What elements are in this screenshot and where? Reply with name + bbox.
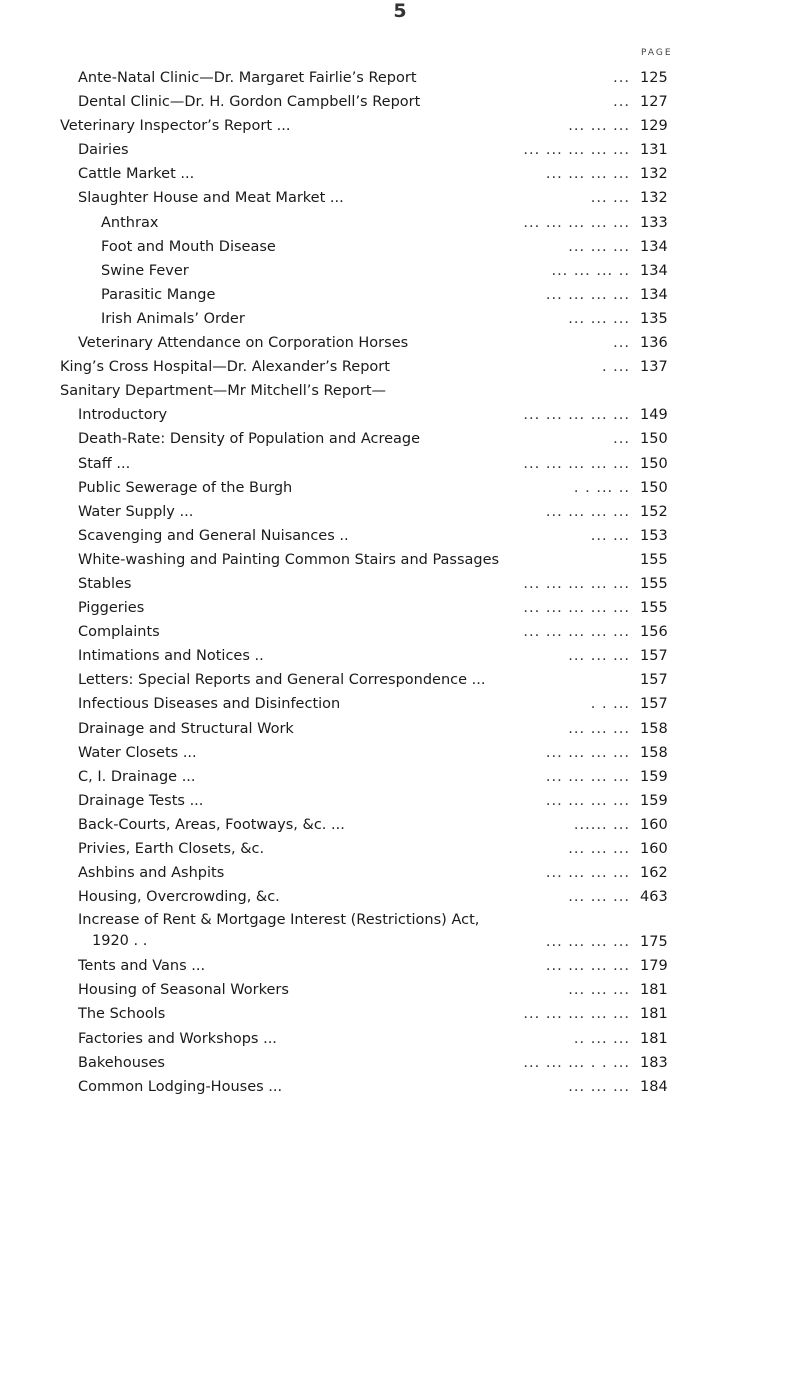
toc-entry-page-number: 134 <box>640 286 668 303</box>
toc-entry-title <box>78 885 280 909</box>
toc-entry-title-text: Death-Rate: Density of Population and Acreage <box>78 431 421 448</box>
toc-entry-title <box>101 283 215 307</box>
toc-entry-title <box>78 692 340 716</box>
toc-entry-title-text: Privies, Earth Closets, &c. <box>78 841 265 857</box>
toc-entry-page-number: 463 <box>640 889 668 906</box>
toc-entry <box>0 620 800 644</box>
toc-entry <box>0 765 800 789</box>
toc-entry-page-number: 175 <box>640 934 668 951</box>
toc-entry <box>0 813 800 837</box>
toc-entry-title-text: Housing, Overcrowding, &c. <box>78 889 280 906</box>
toc-entry-leader-dots: ... ... ... <box>568 720 630 737</box>
toc-entry-title-text: Piggeries <box>78 600 145 617</box>
toc-entry-leader-dots: ... ... ... ... ... <box>523 575 630 592</box>
toc-entry-title-text: Anthrax <box>101 214 159 231</box>
toc-entry-page-number: 160 <box>640 841 668 857</box>
toc-entry-leader-dots: ... ... ... <box>568 889 630 906</box>
toc-entry-page-number: 157 <box>640 648 668 665</box>
toc-entry-leader-dots: ... ... ... ... <box>545 286 630 303</box>
toc-entry-leader-dots: ... ... ... . . ... <box>523 1054 630 1071</box>
toc-entry-page-number: 127 <box>640 94 668 111</box>
toc-entry-page-number: 159 <box>640 792 668 809</box>
toc-entry-title-text: Housing of Seasonal Workers <box>78 982 289 999</box>
toc-entry <box>0 1075 800 1099</box>
toc-entry-page-number: 152 <box>640 503 668 520</box>
toc-entry-page-number: 181 <box>640 982 668 999</box>
toc-entry-page-number: 157 <box>640 672 668 689</box>
toc-entry-leader-dots: ... ... ... ... <box>545 934 630 951</box>
toc-entry <box>0 885 800 909</box>
toc-entry <box>0 978 800 1002</box>
toc-entry-page-number: 157 <box>640 696 668 713</box>
toc-entry-page-number: 129 <box>640 118 668 135</box>
table-of-contents <box>0 66 800 1099</box>
toc-entry-title-text: Dental Clinic—Dr. H. Gordon Campbell’s Report <box>78 94 421 111</box>
toc-entry-title <box>78 837 264 861</box>
toc-entry-title <box>101 235 276 259</box>
toc-entry-title <box>78 331 408 355</box>
toc-entry-title <box>78 427 420 451</box>
toc-entry-title-text: Sanitary Department—Mr Mitchell’s Report— <box>60 383 387 400</box>
toc-entry <box>0 1051 800 1075</box>
toc-entry-leader-dots: ... ... ... <box>568 310 630 327</box>
toc-entry-title <box>78 452 130 476</box>
toc-entry-title-text: Public Sewerage of the Burgh <box>78 479 293 496</box>
toc-entry-page-number: 125 <box>640 70 668 86</box>
toc-entry-page-number: 155 <box>640 551 668 568</box>
toc-entry-title-text: The Schools <box>78 1006 166 1023</box>
toc-entry <box>0 1027 800 1051</box>
toc-entry-title-text: Swine Fever <box>101 262 189 279</box>
toc-entry <box>0 307 800 331</box>
toc-entry <box>0 717 800 741</box>
toc-entry-leader-dots: ... ... ... ... <box>545 503 630 520</box>
toc-entry-page-number: 137 <box>640 359 668 376</box>
toc-entry-title <box>78 813 345 837</box>
toc-entry-leader-dots: ... ... ... <box>568 118 630 135</box>
toc-entry-page-number: 183 <box>640 1054 668 1071</box>
toc-entry-page-number: 158 <box>640 744 668 761</box>
toc-entry-title <box>78 978 289 1002</box>
toc-entry-title <box>101 259 189 283</box>
toc-entry-title-text: C, I. Drainage ... <box>78 768 196 785</box>
toc-entry-leader-dots: ... ... ... ... ... <box>523 455 630 472</box>
toc-entry-page-number: 134 <box>640 238 668 255</box>
toc-entry-title <box>60 379 386 403</box>
toc-entry-leader-dots: ... <box>613 94 630 111</box>
page-column-header: PAGE <box>641 48 673 58</box>
toc-entry-title-text: Foot and Mouth Disease <box>101 238 276 255</box>
toc-entry-title-text: Water Closets ... <box>78 744 197 761</box>
toc-entry-title-text: Stables <box>78 575 132 592</box>
toc-entry-title <box>78 403 167 427</box>
toc-entry <box>0 476 800 500</box>
toc-entry-title-text: Drainage and Structural Work <box>78 720 294 737</box>
toc-entry-title <box>78 910 479 952</box>
toc-entry <box>0 548 800 572</box>
toc-entry-title-text: Complaints <box>78 624 160 641</box>
toc-entry-title <box>78 1075 282 1099</box>
toc-entry-leader-dots: . ... <box>601 359 630 376</box>
toc-entry-title-text: Infectious Diseases and Disinfection <box>78 696 341 713</box>
toc-entry-title-text: Increase of Rent & Mortgage Interest (Restrictions) Act, <box>78 912 480 929</box>
toc-entry-page-number: 158 <box>640 720 668 737</box>
toc-entry <box>0 909 800 954</box>
toc-entry <box>0 837 800 861</box>
toc-entry-page-number: 181 <box>640 1006 668 1023</box>
toc-entry-leader-dots: ... ... ... ... ... <box>523 407 630 424</box>
toc-entry-leader-dots: ... ... ... <box>568 238 630 255</box>
toc-entry-title-text: Dairies <box>78 142 129 159</box>
toc-entry-leader-dots: ...... ... <box>573 816 630 833</box>
toc-entry <box>0 186 800 210</box>
toc-entry-leader-dots: ... ... ... <box>568 648 630 665</box>
toc-entry-page-number: 134 <box>640 262 668 279</box>
toc-entry-title-text: Letters: Special Reports and General Correspondence ... <box>78 672 486 689</box>
toc-entry-leader-dots: ... <box>613 335 630 352</box>
toc-entry-leader-dots: ... ... ... ... <box>545 865 630 882</box>
toc-entry-title-text: Factories and Workshops ... <box>78 1030 277 1047</box>
toc-entry <box>0 138 800 162</box>
toc-entry-title <box>78 500 193 524</box>
toc-entry-title-text: Cattle Market ... <box>78 166 195 183</box>
toc-entry <box>0 331 800 355</box>
toc-entry-leader-dots: ... ... ... ... ... <box>523 214 630 231</box>
toc-entry-page-number: 150 <box>640 431 668 448</box>
toc-entry-page-number: 150 <box>640 479 668 496</box>
toc-entry <box>0 427 800 451</box>
toc-entry <box>0 355 800 379</box>
toc-entry-page-number: 132 <box>640 190 668 207</box>
toc-entry <box>0 861 800 885</box>
toc-entry-title <box>60 355 390 379</box>
toc-entry-leader-dots: ... ... ... .. <box>551 262 630 279</box>
toc-entry-title-text: Water Supply ... <box>78 503 194 520</box>
toc-entry-title-text: Parasitic Mange <box>101 286 216 303</box>
toc-entry-page-number: 155 <box>640 575 668 592</box>
toc-entry-page-number: 149 <box>640 407 668 424</box>
toc-entry-page-number: 162 <box>640 865 668 882</box>
toc-entry <box>0 162 800 186</box>
toc-entry-title-text: Back-Courts, Areas, Footways, &c. ... <box>78 816 345 833</box>
toc-entry-title <box>78 1002 165 1026</box>
toc-entry-leader-dots: ... ... ... ... <box>545 792 630 809</box>
toc-entry-title <box>78 717 294 741</box>
toc-entry-leader-dots: ... ... ... <box>568 1078 630 1095</box>
toc-entry <box>0 283 800 307</box>
toc-entry-page-number: 155 <box>640 600 668 617</box>
toc-entry-page-number: 133 <box>640 214 668 231</box>
toc-entry-leader-dots: ... ... ... ... <box>545 768 630 785</box>
toc-entry-title <box>78 861 224 885</box>
toc-entry-leader-dots: ... ... ... <box>568 841 630 857</box>
toc-entry-title <box>78 620 160 644</box>
toc-entry <box>0 596 800 620</box>
toc-entry <box>0 66 800 90</box>
toc-entry-title <box>78 1051 165 1075</box>
toc-entry-leader-dots: ... ... ... ... ... <box>523 600 630 617</box>
toc-entry <box>0 259 800 283</box>
page-number: 5 <box>393 0 407 22</box>
toc-entry-title-text: Bakehouses <box>78 1054 165 1071</box>
toc-entry-title-text: Staff ... <box>78 455 131 472</box>
toc-entry-leader-dots: . . ... <box>590 696 630 713</box>
toc-entry-page-number: 181 <box>640 1030 668 1047</box>
toc-entry-page-number: 160 <box>640 816 668 833</box>
toc-entry-leader-dots: ... ... ... ... <box>545 166 630 183</box>
toc-entry-title-text: Tents and Vans ... <box>78 958 206 975</box>
toc-entry-leader-dots: ... ... <box>590 190 630 207</box>
toc-entry <box>0 572 800 596</box>
toc-entry-leader-dots: ... ... ... <box>568 982 630 999</box>
toc-entry-leader-dots: .. ... ... <box>573 1030 630 1047</box>
toc-entry-leader-dots: ... ... ... ... <box>545 958 630 975</box>
toc-entry-title-text: Scavenging and General Nuisances .. <box>78 527 349 544</box>
toc-entry-title <box>101 307 245 331</box>
toc-entry-page-number: 132 <box>640 166 668 183</box>
toc-entry-title-continuation: 1920 . . <box>92 933 148 950</box>
toc-entry-title-text: Irish Animals’ Order <box>101 310 245 327</box>
toc-entry-title-text: Ante-Natal Clinic—Dr. Margaret Fairlie’s Report <box>78 70 417 86</box>
toc-entry-leader-dots: ... ... ... ... ... <box>523 624 630 641</box>
toc-entry-title <box>78 789 203 813</box>
toc-entry-title <box>101 211 158 235</box>
toc-entry-title <box>60 114 290 138</box>
toc-entry <box>0 741 800 765</box>
toc-entry <box>0 90 800 114</box>
toc-entry-title-text: Introductory <box>78 407 168 424</box>
toc-entry <box>0 1002 800 1026</box>
toc-entry <box>0 954 800 978</box>
toc-entry-title-text: Intimations and Notices .. <box>78 648 264 665</box>
toc-entry-page-number: 153 <box>640 527 668 544</box>
toc-entry-title-text: Slaughter House and Meat Market ... <box>78 190 344 207</box>
toc-entry-title <box>78 138 129 162</box>
toc-entry-title-text: Veterinary Attendance on Corporation Horses <box>78 335 409 352</box>
toc-entry-page-number: 150 <box>640 455 668 472</box>
toc-entry-leader-dots: ... ... ... ... ... <box>523 1006 630 1023</box>
toc-entry-title <box>78 66 417 90</box>
toc-entry-leader-dots: ... ... ... ... <box>545 744 630 761</box>
toc-entry-title-text: Veterinary Inspector’s Report ... <box>60 118 291 135</box>
toc-entry-title <box>78 186 344 210</box>
toc-entry-page-number: 156 <box>640 624 668 641</box>
toc-entry <box>0 692 800 716</box>
toc-entry-title <box>78 741 197 765</box>
toc-entry-page-number: 135 <box>640 310 668 327</box>
toc-entry <box>0 114 800 138</box>
toc-entry-page-number: 184 <box>640 1078 668 1095</box>
toc-entry-title-text: White-washing and Painting Common Stairs and Passages <box>78 551 500 568</box>
toc-entry <box>0 379 800 403</box>
toc-entry-title <box>78 548 499 572</box>
toc-entry <box>0 789 800 813</box>
toc-entry-title <box>78 1027 277 1051</box>
toc-entry-title-text: Ashbins and Ashpits <box>78 865 225 882</box>
toc-entry-leader-dots: ... <box>613 431 630 448</box>
toc-entry-title <box>78 162 194 186</box>
toc-entry-page-number: 179 <box>640 958 668 975</box>
toc-entry <box>0 500 800 524</box>
toc-entry-title <box>78 596 144 620</box>
toc-entry-title-text: King’s Cross Hospital—Dr. Alexander’s Report <box>60 359 390 376</box>
toc-entry <box>0 452 800 476</box>
toc-entry-leader-dots: ... ... <box>590 527 630 544</box>
toc-entry-page-number: 131 <box>640 142 668 159</box>
toc-entry <box>0 668 800 692</box>
toc-entry <box>0 524 800 548</box>
toc-entry-page-number: 159 <box>640 768 668 785</box>
toc-entry <box>0 644 800 668</box>
toc-entry-title-text: Common Lodging-Houses ... <box>78 1078 283 1095</box>
toc-entry-page-number: 136 <box>640 335 668 352</box>
toc-entry <box>0 403 800 427</box>
toc-entry <box>0 211 800 235</box>
toc-entry-title <box>78 954 205 978</box>
toc-entry <box>0 235 800 259</box>
toc-entry-title <box>78 668 486 692</box>
toc-entry-title <box>78 476 292 500</box>
toc-entry-leader-dots: . . ... .. <box>573 479 630 496</box>
toc-entry-leader-dots: ... <box>613 70 630 86</box>
toc-entry-title <box>78 572 131 596</box>
toc-entry-title <box>78 765 196 789</box>
toc-entry-leader-dots: ... ... ... ... ... <box>523 142 630 159</box>
toc-entry-title <box>78 524 349 548</box>
toc-entry-title <box>78 90 420 114</box>
toc-entry-title-text: Drainage Tests ... <box>78 792 204 809</box>
toc-entry-title <box>78 644 264 668</box>
